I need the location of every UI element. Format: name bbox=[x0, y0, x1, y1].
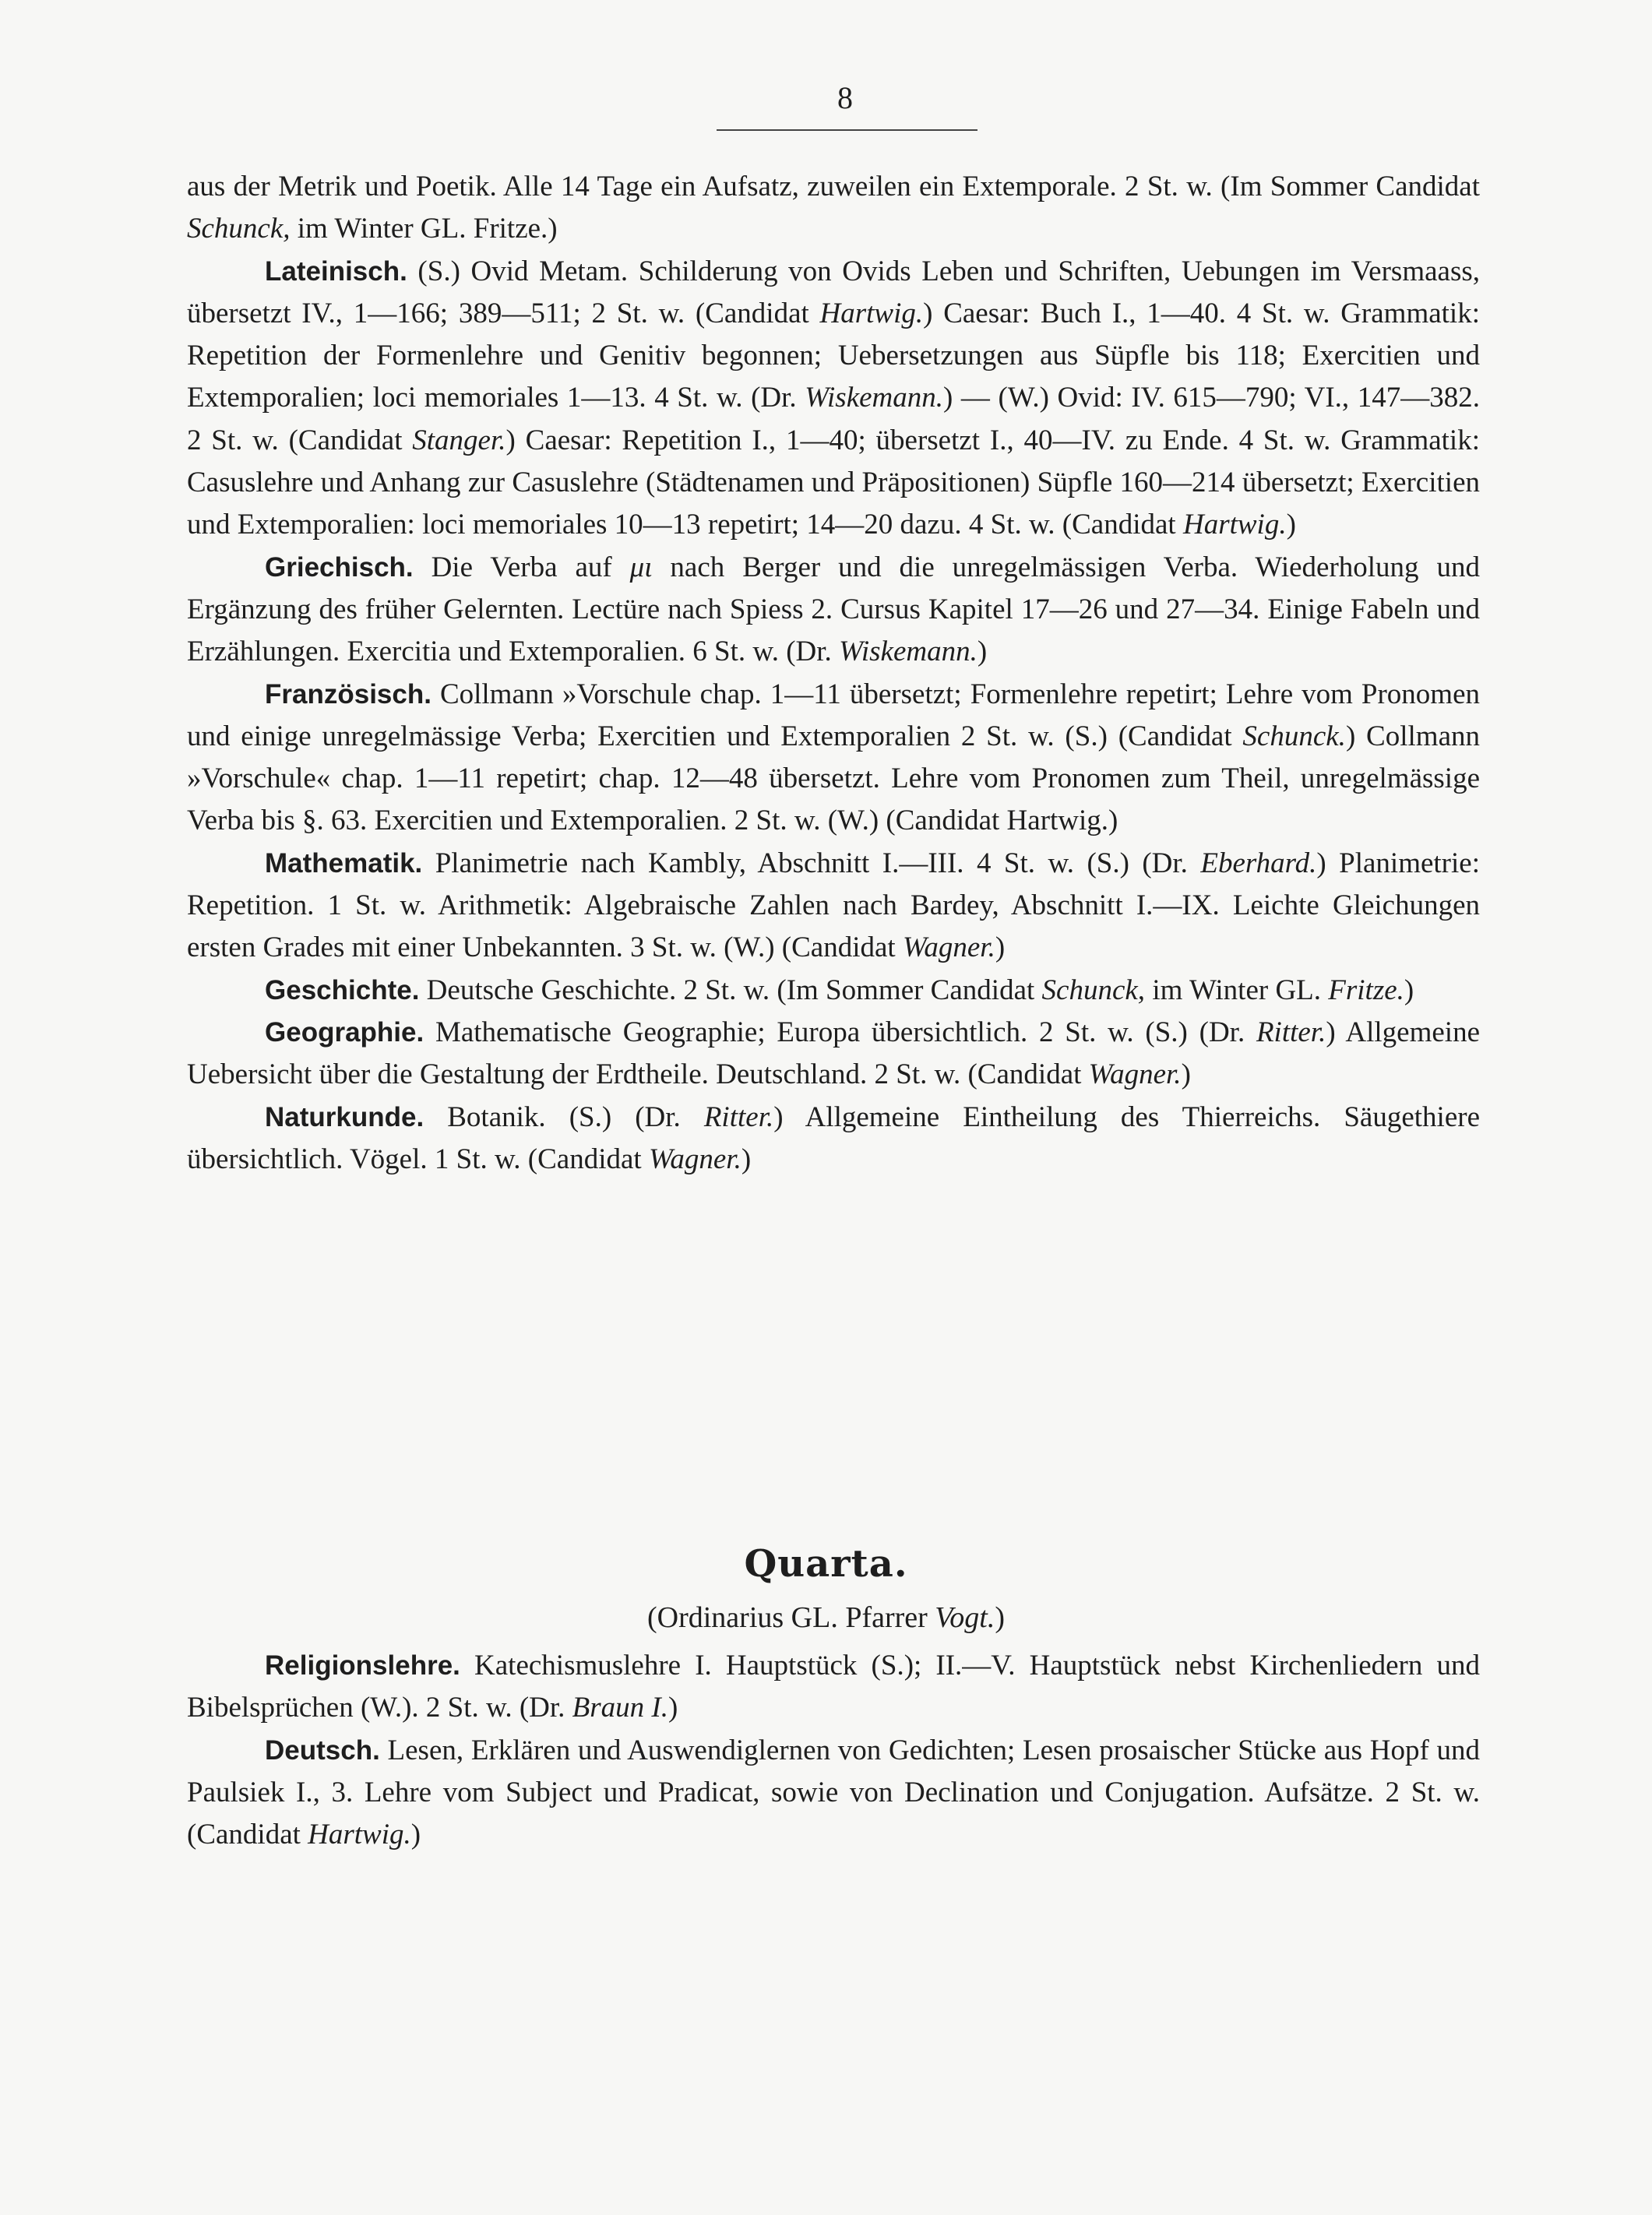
teacher-name: Fritze. bbox=[1328, 974, 1404, 1006]
ordinarius-line: (Ordinarius GL. Pfarrer Vogt.) bbox=[646, 1601, 1006, 1634]
teacher-name: Wagner. bbox=[648, 1143, 741, 1175]
subject-heading: Griechisch. bbox=[265, 551, 414, 583]
teacher-name: Wiskemann. bbox=[839, 636, 977, 668]
paragraph-continuation: aus der Metrik und Poetik. Alle 14 Tage ein Aufsatz, zuweilen ein Extemporale. 2 St. w. (Im Sommer Candidat Schunck, im Winter GL. Fritze.) bbox=[187, 171, 1480, 245]
greek-term: μι bbox=[629, 551, 653, 583]
paragraph-naturkunde: Naturkunde. Botanik. (S.) (Dr. Ritter.) Allgemeine Eintheilung des Thierreichs. Säugethiere übersichtlich. Vögel. 1 St. w. (Candidat Wagner.) bbox=[187, 1100, 1480, 1175]
teacher-name: Ritter. bbox=[1256, 1016, 1326, 1048]
teacher-name: Vogt. bbox=[935, 1601, 995, 1634]
paragraph-geographie: Geographie. Mathematische Geographie; Europa übersichtlich. 2 St. w. (S.) (Dr. Ritter.) Allgemeine Uebersicht über die Gestaltung der Erdtheile. Deutschland. 2 St. w. (Candidat Wagner.) bbox=[187, 1016, 1480, 1091]
subject-heading: Mathematik. bbox=[265, 847, 423, 879]
teacher-name: Eberhard. bbox=[1200, 847, 1317, 879]
subject-heading: Deutsch. bbox=[265, 1734, 380, 1766]
teacher-name: Wagner. bbox=[902, 931, 995, 964]
teacher-name: Hartwig. bbox=[819, 297, 924, 329]
subject-heading: Französisch. bbox=[265, 678, 431, 710]
teacher-name: Wagner. bbox=[1088, 1058, 1182, 1091]
quarta-curriculum bbox=[187, 1645, 1480, 1856]
paragraph-griechisch: Griechisch. Die Verba auf μι nach Berger und die unregelmässigen Verba. Wiederholung und Ergänzung des früher Gelernten. Lectüre nach Spiess 2. Cursus Kapitel 17—26 und 27—34. Einige Fabeln und Erzählungen. Exercitia und Extemporalien. 6 St. w. (Dr. Wiskemann.) bbox=[187, 551, 1480, 668]
paragraph-geschichte: Geschichte. Deutsche Geschichte. 2 St. w. (Im Sommer Candidat Schunck, im Winter GL. Fritze.) bbox=[265, 974, 1414, 1006]
subject-heading: Lateinisch. bbox=[265, 255, 407, 287]
subject-heading: Geographie. bbox=[265, 1016, 424, 1048]
header-rule bbox=[717, 129, 977, 131]
paragraph-mathematik: Mathematik. Planimetrie nach Kambly, Abschnitt I.—III. 4 St. w. (S.) (Dr. Eberhard.) Planimetrie: Repetition. 1 St. w. Arithmetik: Algebraische Zahlen nach Bardey, Abschnitt I.—IX. Leichte Gleichungen ersten Grades mit einer Unbekannten. 3 St. w. (W.) (Candidat Wagner.) bbox=[187, 847, 1480, 964]
paragraph-religion: Religionslehre. Katechismuslehre I. Hauptstück (S.); II.—V. Hauptstück nebst Kirchenliedern und Bibelsprüchen (W.). 2 St. w. (Dr. Braun I.) bbox=[187, 1650, 1480, 1724]
paragraph-franzoesisch: Französisch. Collmann »Vorschule chap. 1—11 übersetzt; Formenlehre repetirt; Lehre vom Pronomen und einige unregelmässige Verba; Exercitien und Extemporalien 2 St. w. (S.) (Candidat Schunck.) Collmann »Vorschule« chap. 1—11 repetirt; chap. 12—48 übersetzt. Lehre vom Pronomen zum Theil, unregelmässige Verba bis §. 63. Exercitien und Extemporalien. 2 St. w. (W.) (Candidat Hartwig.) bbox=[187, 678, 1480, 837]
teacher-name: Braun I. bbox=[572, 1692, 668, 1724]
teacher-name: Schunck, bbox=[187, 213, 291, 245]
teacher-name: Schunck, bbox=[1041, 974, 1146, 1006]
page-number: 8 bbox=[837, 80, 853, 115]
subject-heading: Naturkunde. bbox=[265, 1101, 424, 1132]
tertia-curriculum bbox=[187, 166, 1480, 1181]
subject-heading: Religionslehre. bbox=[265, 1650, 460, 1681]
teacher-name: Ritter. bbox=[703, 1100, 774, 1133]
teacher-name: Hartwig. bbox=[308, 1819, 411, 1851]
section-title-quarta: Quarta. bbox=[744, 1542, 908, 1586]
teacher-name: Wiskemann. bbox=[805, 382, 944, 414]
teacher-name: Schunck. bbox=[1242, 720, 1346, 752]
subject-heading: Geschichte. bbox=[265, 974, 420, 1005]
teacher-name: Stanger. bbox=[412, 424, 506, 456]
teacher-name: Hartwig. bbox=[1182, 509, 1287, 541]
paragraph-deutsch: Deutsch. Lesen, Erklären und Auswendiglernen von Gedichten; Lesen prosaischer Stücke aus Hopf und Paulsiek I., 3. Lehre vom Subject und Pradicat, sowie von Declination und Conjugation. Aufsätze. 2 St. w. (Candidat Hartwig.) bbox=[187, 1734, 1480, 1851]
paragraph-latein: Lateinisch. (S.) Ovid Metam. Schilderung von Ovids Leben und Schriften, Uebungen im Versmaass, übersetzt IV., 1—166; 389—511; 2 St. w. (Candidat Hartwig.) Caesar: Buch I., 1—40. 4 St. w. Grammatik: Repetition der Formenlehre und Genitiv begonnen; Uebersetzungen aus Süpfle bis 118; Exercitien und Extemporalien; loci memoriales 1—13. 4 St. w. (Dr. Wiskemann.) — (W.) Ovid: IV. 615—790; VI., 147—382. 2 St. w. (Candidat Stanger.) Caesar: Repetition I., 1—40; übersetzt I., 40—IV. zu Ende. 4 St. w. Grammatik: Casuslehre und Anhang zur Casuslehre (Städtenamen und Präpositionen) Süpfle 160—214 übersetzt; Exercitien und Extemporalien: loci memoriales 10—13 repetirt; 14—20 dazu. 4 St. w. (Candidat Hartwig.) bbox=[187, 255, 1480, 541]
